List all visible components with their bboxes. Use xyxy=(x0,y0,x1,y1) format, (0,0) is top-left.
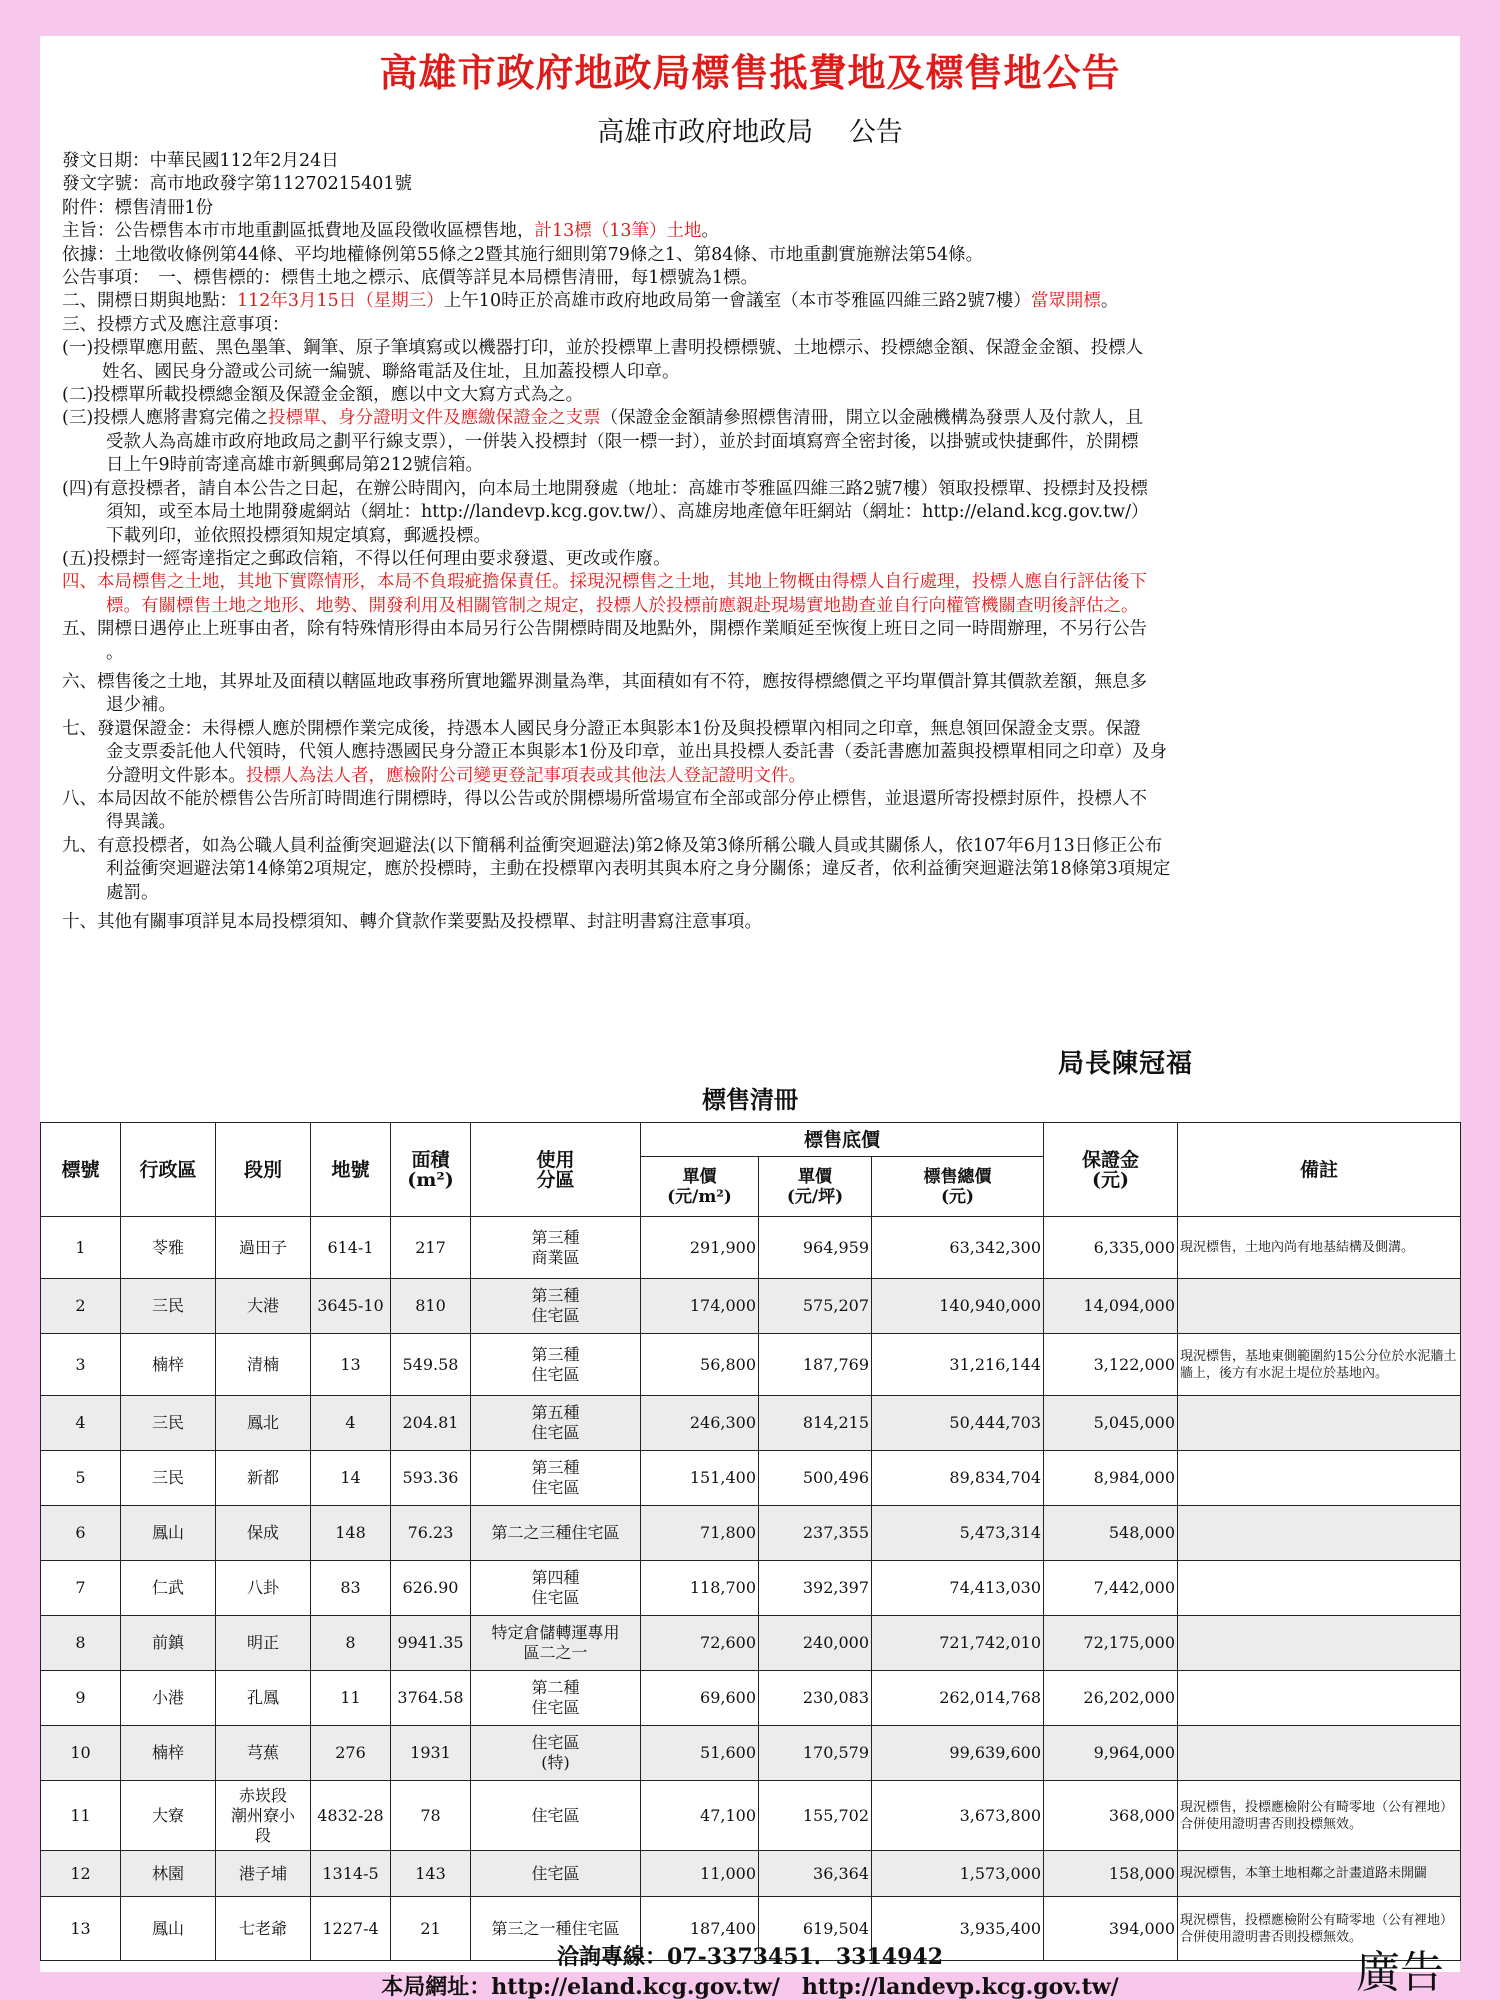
cell-total: 5,473,314 xyxy=(872,1506,1044,1561)
section-6-line-1: 六、標售後之土地，其界址及面積以轄區地政事務所實地鑑界測量為準，其面積如有不符，應按得標總價之平均單價計算其價款差額，無息多 xyxy=(62,671,1147,692)
section-5-line-2: 。 xyxy=(106,642,124,663)
sale-list-title: 標售清冊 xyxy=(702,1085,798,1114)
section-9-line-1: 九、有意投標者，如為公職人員利益衝突迴避法(以下簡稱利益衝突迴避法)第2條及第3條所稱公職人員或其關係人，依107年6月13日修正公布 xyxy=(62,835,1163,856)
cell-lot: 1314-5 xyxy=(311,1851,391,1897)
table-row xyxy=(41,1851,1461,1897)
advertisement-label: 廣告 xyxy=(1356,1947,1444,1998)
cell-section: 赤崁段 潮州寮小 段 xyxy=(216,1781,311,1851)
cell-no: 11 xyxy=(41,1781,121,1851)
cell-area: 78 xyxy=(391,1781,471,1851)
item-3-line-2: 受款人為高雄市政府地政局之劃平行線支票），一併裝入投標封（限一標一封），並於封面填寫齊全密封後，以掛號或快捷郵件，於開標 xyxy=(106,431,1139,452)
table-row xyxy=(41,1726,1461,1781)
cell-section: 孔鳳 xyxy=(216,1671,311,1726)
cell-total: 721,742,010 xyxy=(872,1616,1044,1671)
item-3-pre: (三)投標人應將書寫完備之 xyxy=(62,408,269,429)
notice-item-one: 公告事項： 一、標售標的：標售土地之標示、底價等詳見本局標售清冊，每1標號為1標。 xyxy=(62,268,759,289)
director-signature: 局長陳冠福 xyxy=(1058,1049,1194,1079)
purpose-text: 主旨：公告標售本市市地重劃區抵費地及區段徵收區標售地， xyxy=(62,221,535,242)
cell-total: 99,639,600 xyxy=(872,1726,1044,1781)
header-unit-m2 xyxy=(641,1157,759,1217)
cell-unit-ping: 187,769 xyxy=(759,1334,872,1396)
cell-area: 21 xyxy=(391,1897,471,1961)
section-7-highlight: 投標人為法人者，應檢附公司變更登記事項表或其他法人登記證明文件。 xyxy=(246,765,806,786)
cell-unit-m2: 72,600 xyxy=(641,1616,759,1671)
cell-zone: 第三種 住宅區 xyxy=(471,1279,641,1334)
notice-item-two xyxy=(62,290,1457,313)
item-5: (五)投標封一經寄達指定之郵政信箱，不得以任何理由要求發還、更改或作廢。 xyxy=(62,548,671,569)
item-4-line-2: 須知，或至本局土地開發處網站（網址：http://landevp.kcg.gov.tw/）、高雄房地產億年旺網站（網址：http://eland.kcg.gov.tw/） xyxy=(106,502,1149,523)
attachment-line: 附件：標售清冊1份 xyxy=(62,197,214,218)
cell-zone: 第二之三種住宅區 xyxy=(471,1506,641,1561)
cell-area: 3764.58 xyxy=(391,1671,471,1726)
cell-deposit: 394,000 xyxy=(1044,1897,1178,1961)
cell-unit-m2: 118,700 xyxy=(641,1561,759,1616)
section-6-line-2: 退少補。 xyxy=(106,695,176,716)
cell-total: 63,342,300 xyxy=(872,1217,1044,1279)
cell-unit-ping: 230,083 xyxy=(759,1671,872,1726)
cell-unit-m2: 174,000 xyxy=(641,1279,759,1334)
cell-note xyxy=(1178,1726,1461,1781)
cell-unit-ping: 575,207 xyxy=(759,1279,872,1334)
item-4-line-1: (四)有意投標者，請自本公告之日起，在辦公時間內，向本局土地開發處（地址：高雄市苓雅區四維三路2號7樓）領取投標單、投標封及投標 xyxy=(62,478,1148,499)
header-no: 標號 xyxy=(41,1123,121,1217)
cell-note: 現況標售，基地東側範圍約15公分位於水泥牆土牆上，後方有水泥土堤位於基地內。 xyxy=(1178,1334,1461,1396)
cell-section: 七老爺 xyxy=(216,1897,311,1961)
cell-no: 12 xyxy=(41,1851,121,1897)
header-unit-m2-unit: (元/m²) xyxy=(667,1186,732,1207)
section-10: 十、其他有關事項詳見本局投標須知、轉介貸款作業要點及投標單、封註明書寫注意事項。 xyxy=(62,912,762,932)
cell-section: 新都 xyxy=(216,1451,311,1506)
cell-deposit: 3,122,000 xyxy=(1044,1334,1178,1396)
cell-no: 5 xyxy=(41,1451,121,1506)
item-2: (二)投標單所載投標總金額及保證金金額，應以中文大寫方式為之。 xyxy=(62,385,584,406)
cell-no: 9 xyxy=(41,1671,121,1726)
cell-unit-ping: 36,364 xyxy=(759,1851,872,1897)
header-area-label: 面積 xyxy=(411,1148,450,1171)
cell-total: 140,940,000 xyxy=(872,1279,1044,1334)
cell-unit-ping: 237,355 xyxy=(759,1506,872,1561)
cell-note xyxy=(1178,1451,1461,1506)
cell-lot: 8 xyxy=(311,1616,391,1671)
cell-unit-m2: 69,600 xyxy=(641,1671,759,1726)
cell-zone: 第三種 商業區 xyxy=(471,1217,641,1279)
cell-area: 810 xyxy=(391,1279,471,1334)
cell-no: 2 xyxy=(41,1279,121,1334)
section-8-line-1: 八、本局因故不能於標售公告所訂時間進行開標時，得以公告或於開標場所當場宣布全部或部分停止標售，並退還所寄投標封原件，投標人不 xyxy=(62,788,1147,809)
cell-no: 6 xyxy=(41,1506,121,1561)
cell-total: 3,673,800 xyxy=(872,1781,1044,1851)
cell-deposit: 548,000 xyxy=(1044,1506,1178,1561)
header-unit-ping xyxy=(759,1157,872,1217)
sale-list-rows xyxy=(41,1217,1461,1961)
cell-lot: 11 xyxy=(311,1671,391,1726)
item-1-line-2: 姓名、國民身分證或公司統一編號、聯絡電話及住址，且加蓋投標人印章。 xyxy=(102,361,680,382)
cell-zone: 第三種 住宅區 xyxy=(471,1334,641,1396)
item-3-highlight: 投標單、身分證明文件及應繳保證金之支票 xyxy=(268,408,601,429)
cell-area: 143 xyxy=(391,1851,471,1897)
cell-note xyxy=(1178,1506,1461,1561)
cell-area: 1931 xyxy=(391,1726,471,1781)
cell-unit-m2: 56,800 xyxy=(641,1334,759,1396)
header-total xyxy=(872,1157,1044,1217)
cell-unit-ping: 155,702 xyxy=(759,1781,872,1851)
section-4-line-1: 四、本局標售之土地，其地下實際情形，本局不負瑕疵擔保責任。採現況標售之土地，其地上物概由得標人自行處理，投標人應自行評估後下 xyxy=(62,572,1147,593)
section-8-line-2: 得異議。 xyxy=(106,812,176,833)
table-row xyxy=(41,1334,1461,1396)
cell-unit-m2: 246,300 xyxy=(641,1396,759,1451)
cell-lot: 4832-28 xyxy=(311,1781,391,1851)
cell-zone: 住宅區 xyxy=(471,1851,641,1897)
section-7-line-1: 七、發還保證金：未得標人應於開標作業完成後，持憑本人國民身分證正本與影本1份及與投標單內相同之印章，無息領回保證金支票。保證 xyxy=(62,718,1141,739)
table-row xyxy=(41,1506,1461,1561)
header-section: 段別 xyxy=(216,1123,311,1217)
cell-deposit: 7,442,000 xyxy=(1044,1561,1178,1616)
header-unit-m2-label: 單價 xyxy=(682,1166,717,1187)
cell-district: 三民 xyxy=(121,1396,216,1451)
cell-unit-m2: 47,100 xyxy=(641,1781,759,1851)
cell-lot: 148 xyxy=(311,1506,391,1561)
cell-total: 74,413,030 xyxy=(872,1561,1044,1616)
cell-deposit: 9,964,000 xyxy=(1044,1726,1178,1781)
item-4-line-3: 下載列印，並依照投標須知規定填寫，郵遞投標。 xyxy=(106,525,491,546)
cell-unit-ping: 814,215 xyxy=(759,1396,872,1451)
item-3-post: （保證金金額請參照標售清冊，開立以金融機構為發票人及付款人，且 xyxy=(600,408,1144,429)
item-3-line-1 xyxy=(62,407,1457,430)
cell-no: 1 xyxy=(41,1217,121,1279)
cell-district: 鳳山 xyxy=(121,1506,216,1561)
cell-unit-ping: 964,959 xyxy=(759,1217,872,1279)
cell-area: 9941.35 xyxy=(391,1616,471,1671)
cell-unit-m2: 151,400 xyxy=(641,1451,759,1506)
cell-deposit: 368,000 xyxy=(1044,1781,1178,1851)
cell-no: 8 xyxy=(41,1616,121,1671)
purpose-highlight: 計13標（13筆）土地 xyxy=(534,221,702,242)
table-row xyxy=(41,1616,1461,1671)
cell-area: 593.36 xyxy=(391,1451,471,1506)
item-1-line-1: (一)投標單應用藍、黑色墨筆、鋼筆、原子筆填寫或以機器打印，並於投標單上書明投標標號、土地標示、投標總金額、保證金金額、投標人 xyxy=(62,338,1144,359)
public-opening: 當眾開標 xyxy=(1030,291,1101,312)
contact-hotline: 洽詢專線：07-3373451．3314942 xyxy=(556,1944,944,1970)
section-7-line-3 xyxy=(62,765,1457,788)
cell-zone: 特定倉儲轉運專用 區二之一 xyxy=(471,1616,641,1671)
notice-two-end: 。 xyxy=(1100,291,1119,312)
cell-deposit: 158,000 xyxy=(1044,1851,1178,1897)
cell-area: 217 xyxy=(391,1217,471,1279)
announcement-body xyxy=(62,150,1457,934)
cell-note: 現況標售，土地內尚有地基結構及側溝。 xyxy=(1178,1217,1461,1279)
cell-note xyxy=(1178,1396,1461,1451)
announcement-sheet xyxy=(40,36,1460,2000)
cell-no: 4 xyxy=(41,1396,121,1451)
cell-total: 89,834,704 xyxy=(872,1451,1044,1506)
cell-zone: 第四種 住宅區 xyxy=(471,1561,641,1616)
table-row xyxy=(41,1671,1461,1726)
cell-section: 芎蕉 xyxy=(216,1726,311,1781)
cell-district: 小港 xyxy=(121,1671,216,1726)
table-row xyxy=(41,1396,1461,1451)
purpose-line xyxy=(62,220,1457,243)
cell-district: 楠梓 xyxy=(121,1726,216,1781)
cell-unit-m2: 291,900 xyxy=(641,1217,759,1279)
cell-unit-ping: 170,579 xyxy=(759,1726,872,1781)
cell-district: 三民 xyxy=(121,1451,216,1506)
table-row xyxy=(41,1451,1461,1506)
cell-no: 3 xyxy=(41,1334,121,1396)
cell-total: 1,573,000 xyxy=(872,1851,1044,1897)
cell-unit-m2: 71,800 xyxy=(641,1506,759,1561)
issuer-subtitle: 高雄市政府地政局 公告 xyxy=(597,117,903,148)
cell-section: 鳳北 xyxy=(216,1396,311,1451)
cell-district: 仁武 xyxy=(121,1561,216,1616)
cell-district: 林園 xyxy=(121,1851,216,1897)
cell-note xyxy=(1178,1671,1461,1726)
cell-lot: 276 xyxy=(311,1726,391,1781)
cell-district: 前鎮 xyxy=(121,1616,216,1671)
announcement-title: 高雄市政府地政局標售抵費地及標售地公告 xyxy=(379,50,1121,95)
cell-lot: 83 xyxy=(311,1561,391,1616)
table-row xyxy=(41,1781,1461,1851)
header-total-label: 標售總價 xyxy=(923,1166,992,1187)
cell-deposit: 72,175,000 xyxy=(1044,1616,1178,1671)
cell-zone: 第五種 住宅區 xyxy=(471,1396,641,1451)
cell-note: 現況標售，投標應檢附公有畸零地（公有裡地）合併使用證明書否則投標無效。 xyxy=(1178,1781,1461,1851)
cell-note: 現況標售，投標應檢附公有畸零地（公有裡地）合併使用證明書否則投標無效。 xyxy=(1178,1897,1461,1961)
header-deposit xyxy=(1044,1123,1178,1217)
cell-note xyxy=(1178,1616,1461,1671)
header-deposit-unit: (元) xyxy=(1092,1168,1129,1191)
cell-no: 10 xyxy=(41,1726,121,1781)
notice-two-mid: 上午10時正於高雄市政府地政局第一會議室（本市苓雅區四維三路2號7樓） xyxy=(443,291,1031,312)
bid-opening-date: 112年3月15日（星期三） xyxy=(237,291,444,312)
cell-unit-m2: 51,600 xyxy=(641,1726,759,1781)
bureau-websites: 本局網址：http://eland.kcg.gov.tw/ http://landevp.kcg.gov.tw/ xyxy=(381,1974,1119,2000)
cell-zone: 住宅區 xyxy=(471,1781,641,1851)
basis-line: 依據：土地徵收條例第44條、平均地權條例第55條之2暨其施行細則第79條之1、第84條、市地重劃實施辦法第54條。 xyxy=(62,244,984,265)
cell-lot: 3645-10 xyxy=(311,1279,391,1334)
header-zone xyxy=(471,1123,641,1217)
purpose-end: 。 xyxy=(701,221,720,242)
cell-unit-ping: 240,000 xyxy=(759,1616,872,1671)
cell-lot: 14 xyxy=(311,1451,391,1506)
header-zone-line1: 使用 xyxy=(536,1148,575,1171)
cell-total: 262,014,768 xyxy=(872,1671,1044,1726)
table-row xyxy=(41,1561,1461,1616)
cell-unit-ping: 500,496 xyxy=(759,1451,872,1506)
cell-district: 三民 xyxy=(121,1279,216,1334)
header-note: 備註 xyxy=(1178,1123,1461,1217)
cell-section: 八卦 xyxy=(216,1561,311,1616)
cell-area: 549.58 xyxy=(391,1334,471,1396)
cell-district: 鳳山 xyxy=(121,1897,216,1961)
cell-section: 過田子 xyxy=(216,1217,311,1279)
cell-lot: 13 xyxy=(311,1334,391,1396)
cell-deposit: 14,094,000 xyxy=(1044,1279,1178,1334)
cell-section: 清楠 xyxy=(216,1334,311,1396)
section-7-line-2: 金支票委託他人代領時，代領人應持憑國民身分證正本與影本1份及印章，並出具投標人委託書（委託書應加蓋與投標單相同之印章）及身 xyxy=(106,742,1168,763)
cell-district: 苓雅 xyxy=(121,1217,216,1279)
header-lot: 地號 xyxy=(311,1123,391,1217)
table-row xyxy=(41,1217,1461,1279)
cell-district: 楠梓 xyxy=(121,1334,216,1396)
header-unit-ping-label: 單價 xyxy=(798,1166,832,1187)
cell-section: 明正 xyxy=(216,1616,311,1671)
cell-no: 7 xyxy=(41,1561,121,1616)
section-9-line-3: 處罰。 xyxy=(106,882,159,903)
cell-note xyxy=(1178,1279,1461,1334)
header-area-unit: (m²) xyxy=(407,1168,454,1191)
section-9-line-2: 利益衝突迴避法第14條第2項規定，應於投標時，主動在投標單內表明其與本府之身分關係；違反者，依利益衝突迴避法第18條第3項規定 xyxy=(106,859,1171,880)
header-unit-ping-unit: (元/坪) xyxy=(786,1186,844,1207)
section-4-line-2: 標。有關標售土地之地形、地勢、開發利用及相關管制之規定，投標人於投標前應親赴現場實地勘查並自行向權管機關查明後評估之。 xyxy=(106,595,1139,616)
cell-lot: 614-1 xyxy=(311,1217,391,1279)
cell-section: 大港 xyxy=(216,1279,311,1334)
header-deposit-label: 保證金 xyxy=(1081,1148,1139,1171)
cell-zone: 第三之一種住宅區 xyxy=(471,1897,641,1961)
header-price-group: 標售底價 xyxy=(641,1123,1044,1157)
cell-district: 大寮 xyxy=(121,1781,216,1851)
header-district: 行政區 xyxy=(121,1123,216,1217)
section-7-pre: 分證明文件影本。 xyxy=(106,765,246,786)
cell-unit-m2: 187,400 xyxy=(641,1897,759,1961)
cell-zone: 第三種 住宅區 xyxy=(471,1451,641,1506)
sale-list-table xyxy=(40,1122,1461,1961)
cell-section: 港子埔 xyxy=(216,1851,311,1897)
cell-zone: 第二種 住宅區 xyxy=(471,1671,641,1726)
cell-lot: 4 xyxy=(311,1396,391,1451)
table-row xyxy=(41,1279,1461,1334)
sale-list-table-wrap xyxy=(40,1122,1460,1961)
header-zone-line2: 分區 xyxy=(536,1168,575,1191)
cell-area: 204.81 xyxy=(391,1396,471,1451)
cell-zone: 住宅區 (特) xyxy=(471,1726,641,1781)
cell-deposit: 26,202,000 xyxy=(1044,1671,1178,1726)
header-total-unit: (元) xyxy=(940,1186,975,1207)
section-5-line-1: 五、開標日遇停止上班事由者，除有特殊情形得由本局另行公告開標時間及地點外，開標作業順延至恢復上班日之同一時間辦理，不另行公告 xyxy=(62,619,1147,640)
cell-total: 31,216,144 xyxy=(872,1334,1044,1396)
cell-area: 626.90 xyxy=(391,1561,471,1616)
cell-section: 保成 xyxy=(216,1506,311,1561)
cell-unit-m2: 11,000 xyxy=(641,1851,759,1897)
cell-total: 50,444,703 xyxy=(872,1396,1044,1451)
cell-deposit: 6,335,000 xyxy=(1044,1217,1178,1279)
cell-note xyxy=(1178,1561,1461,1616)
notice-two-text: 二、開標日期與地點： xyxy=(62,291,237,312)
issue-date: 發文日期：中華民國112年2月24日 xyxy=(62,151,339,171)
document-number: 發文字號：高市地政發字第11270215401號 xyxy=(62,174,412,195)
cell-unit-ping: 392,397 xyxy=(759,1561,872,1616)
notice-item-three: 三、投標方式及應注意事項： xyxy=(62,314,290,335)
cell-note: 現況標售，本筆土地相鄰之計畫道路未開闢 xyxy=(1178,1851,1461,1897)
header-area xyxy=(391,1123,471,1217)
item-3-line-3: 日上午9時前寄達高雄市新興郵局第212號信箱。 xyxy=(106,455,484,476)
cell-area: 76.23 xyxy=(391,1506,471,1561)
cell-unit-ping: 619,504 xyxy=(759,1897,872,1961)
cell-deposit: 8,984,000 xyxy=(1044,1451,1178,1506)
cell-lot: 1227-4 xyxy=(311,1897,391,1961)
cell-deposit: 5,045,000 xyxy=(1044,1396,1178,1451)
cell-no: 13 xyxy=(41,1897,121,1961)
cell-total: 3,935,400 xyxy=(872,1897,1044,1961)
